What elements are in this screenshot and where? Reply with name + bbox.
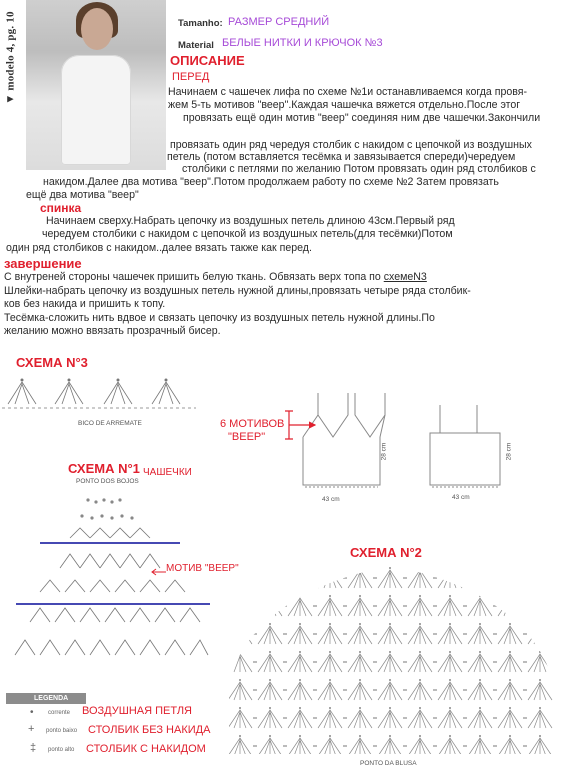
front-title: ПЕРЕД bbox=[172, 71, 210, 83]
magazine-side-label: ▼ modelo 4, pg. 10 bbox=[4, 11, 17, 105]
chain-symbol-icon: • bbox=[30, 707, 34, 718]
finishing-title: завершение bbox=[4, 256, 82, 271]
front-line-8: ещё два мотива "веер" bbox=[26, 189, 139, 201]
motif-arrow bbox=[150, 568, 168, 576]
finishing-line-4: Тесёмка-сложить нить вдвое и связать цепочку из воздушных петель нужной длины.По bbox=[4, 312, 435, 324]
scheme2-caption: PONTO DA BLUSA bbox=[360, 760, 417, 767]
front-line-4: провязать один ряд чередуя столбик с накидом с цепочкой из воздушных bbox=[170, 139, 532, 151]
six-motifs-label: 6 МОТИВОВ bbox=[220, 418, 285, 430]
description-title: ОПИСАНИЕ bbox=[170, 53, 245, 68]
front-line-7: накидом.Далее два мотива "веер".Потом продолжаем работу по схеме №2 Затем провязать bbox=[43, 176, 499, 188]
front-width: 43 cm bbox=[322, 496, 340, 503]
model-photo bbox=[26, 0, 166, 170]
legend-item-3-label: СТОЛБИК С НАКИДОМ bbox=[86, 743, 206, 755]
front-height: 28 cm bbox=[380, 442, 388, 461]
scheme3-diagram bbox=[0, 372, 200, 417]
model-head bbox=[81, 8, 113, 50]
back-height: 28 cm bbox=[505, 442, 513, 461]
scheme2-title: СХЕМА N°2 bbox=[350, 545, 422, 560]
motif-label: МОТИВ "ВЕЕР" bbox=[166, 563, 239, 574]
crochet-top bbox=[61, 55, 131, 165]
back-line-1: Начинаем сверху.Набрать цепочку из воздушных петель длиною 43см.Первый ряд bbox=[46, 215, 455, 227]
scheme3-link[interactable]: схемеN3 bbox=[383, 271, 427, 283]
material-label: Material bbox=[178, 40, 214, 51]
legend-item-2-label: СТОЛБИК БЕЗ НАКИДА bbox=[88, 724, 211, 736]
size-value: РАЗМЕР СРЕДНИЙ bbox=[228, 16, 330, 28]
finishing-line-2: Шлейки-набрать цепочку из воздушных петель нужной длины,провязать четыре ряда столбик- bbox=[4, 285, 471, 297]
back-width: 43 cm bbox=[452, 494, 470, 501]
finishing-line-3: ков без накида и пришить к топу. bbox=[4, 298, 166, 310]
legend-item-1-small: corrente bbox=[48, 710, 71, 716]
front-line-2: жем 5-ть мотивов "веер".Каждая чашечка вяжется отдельно.После этог bbox=[168, 99, 521, 111]
legend-item-1-label: ВОЗДУШНАЯ ПЕТЛЯ bbox=[82, 705, 192, 717]
scheme2-diagram bbox=[225, 562, 557, 758]
size-label: Tamanho: bbox=[178, 18, 223, 29]
scheme3-title: СХЕМА N°3 bbox=[16, 355, 88, 370]
back-title: спинка bbox=[40, 201, 82, 215]
front-line-6: столбики с петлями по желанию Потом провязать один ряд столбиков с bbox=[182, 163, 536, 175]
material-value: БЕЛЫЕ НИТКИ И КРЮЧОК №3 bbox=[222, 37, 383, 49]
scheme1-title: СХЕМА N°1 bbox=[68, 461, 140, 476]
scheme1-caption: PONTO DOS BOJOS bbox=[76, 478, 139, 485]
single-crochet-icon: + bbox=[28, 723, 35, 735]
six-motifs-label-2: "ВЕЕР" bbox=[228, 431, 266, 443]
back-line-2: чередуем столбики с накидом с цепочкой из воздушных петель(для тесёмки)Потом bbox=[42, 228, 453, 240]
scheme3-caption: BICO DE ARREMATE bbox=[78, 420, 142, 427]
front-line-3: провязать ещё один мотив "веер" соединяя ним две чашечки.Закончили bbox=[183, 112, 541, 124]
double-crochet-icon: ‡ bbox=[30, 742, 37, 754]
legend-item-3-small: ponto alto bbox=[48, 747, 75, 753]
scheme1-subtitle: ЧАШЕЧКИ bbox=[143, 467, 192, 478]
scheme1-diagram bbox=[10, 490, 210, 685]
legend-title: LEGENDA bbox=[6, 693, 86, 704]
finishing-line-5: желанию можно ввязать прозрачный бисер. bbox=[4, 325, 221, 337]
legend-item-2-small: ponto baixo bbox=[46, 728, 78, 734]
finishing-line-1: С внутреней стороны чашечек пришить белую ткань. Обвязать верх топа по схемеN3 bbox=[4, 271, 427, 283]
front-line-1: Начинаем с чашечек лифа по схеме №1и останавливаемся когда провя- bbox=[168, 86, 528, 98]
front-line-5: петель (потом вставляется тесёмка и завязывается спереди)чередуем bbox=[167, 151, 516, 163]
back-line-3: один ряд столбиков с накидом..далее вязать также как перед. bbox=[6, 242, 312, 254]
